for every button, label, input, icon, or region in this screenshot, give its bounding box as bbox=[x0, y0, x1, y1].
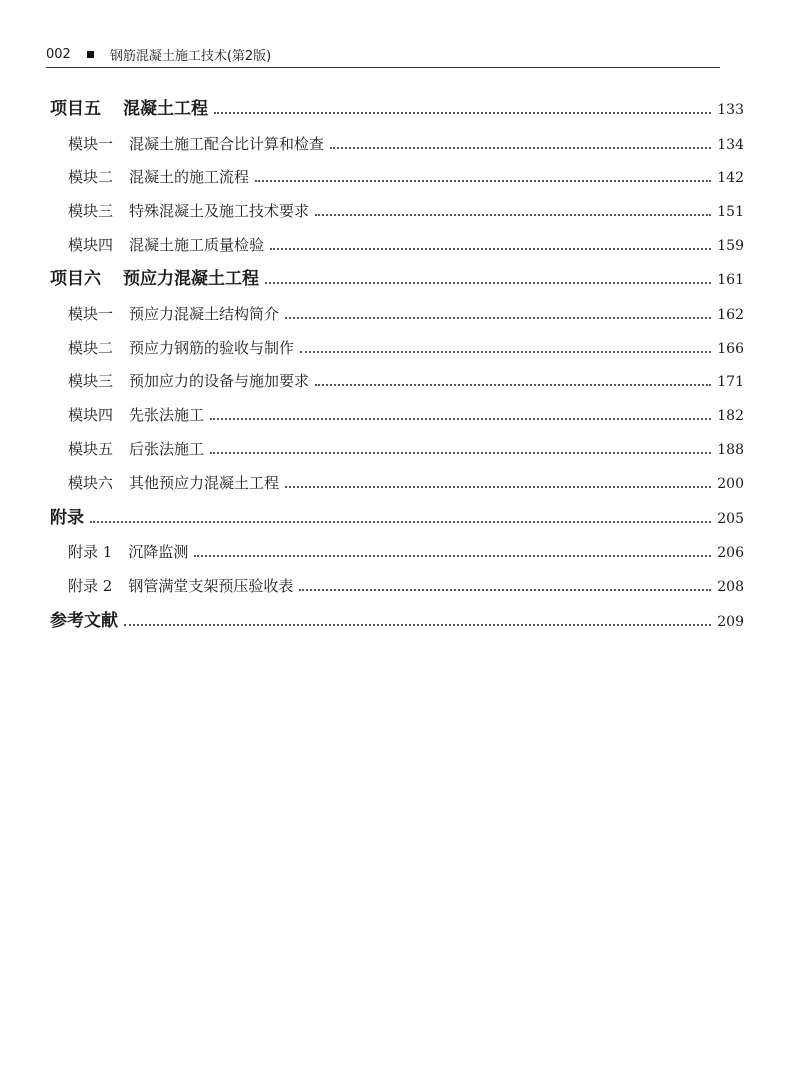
dot-leader bbox=[90, 521, 711, 523]
dot-leader bbox=[330, 147, 711, 149]
dot-leader bbox=[265, 282, 711, 284]
dot-leader bbox=[315, 384, 711, 386]
toc-entry-label: 参考文献 bbox=[50, 611, 118, 631]
toc-module-6-6[interactable] bbox=[68, 469, 744, 493]
toc-entry-label: 模块二 预应力钢筋的验收与制作 bbox=[68, 339, 295, 357]
header-book-title: 钢筋混凝土施工技术(第2版) bbox=[109, 48, 272, 64]
toc-page-number: 151 bbox=[717, 204, 744, 220]
dot-leader bbox=[255, 180, 711, 182]
dot-leader bbox=[300, 351, 711, 353]
toc-page-number: 206 bbox=[717, 545, 744, 561]
dot-leader bbox=[210, 418, 711, 420]
toc-entry-label: 项目六 预应力混凝土工程 bbox=[50, 269, 259, 289]
toc-entry-label: 模块四 混凝土施工质量检验 bbox=[68, 236, 265, 254]
toc-page-number: 205 bbox=[717, 511, 744, 527]
toc-page-number: 161 bbox=[717, 272, 744, 288]
toc-entry-label: 模块五 后张法施工 bbox=[68, 440, 205, 458]
toc-entry-label: 模块一 混凝土施工配合比计算和检查 bbox=[68, 135, 325, 153]
toc-page-number: 188 bbox=[717, 442, 744, 458]
toc-entry-label: 项目五 混凝土工程 bbox=[50, 99, 208, 119]
toc-page-number: 159 bbox=[717, 238, 744, 254]
dot-leader bbox=[285, 486, 711, 488]
header-page-number: 002 bbox=[46, 46, 71, 62]
toc-module-6-3[interactable] bbox=[68, 367, 744, 391]
toc-module-6-2[interactable] bbox=[68, 334, 744, 358]
toc-module-5-4[interactable] bbox=[68, 231, 744, 255]
toc-module-5-3[interactable] bbox=[68, 197, 744, 221]
toc-entry-label: 模块二 混凝土的施工流程 bbox=[68, 168, 250, 186]
toc-entry-label: 模块三 预加应力的设备与施加要求 bbox=[68, 372, 310, 390]
toc-page-number: 200 bbox=[717, 476, 744, 492]
header-square-bullet-icon bbox=[87, 51, 94, 58]
dot-leader bbox=[315, 214, 711, 216]
toc-references[interactable] bbox=[50, 607, 744, 631]
toc-page-number: 171 bbox=[717, 374, 744, 390]
toc-project-5[interactable] bbox=[50, 95, 744, 119]
header-rule bbox=[46, 67, 720, 68]
dot-leader bbox=[124, 624, 711, 626]
dot-leader bbox=[210, 452, 711, 454]
toc-entry-label: 附录 1 沉降监测 bbox=[68, 543, 189, 561]
toc-module-5-2[interactable] bbox=[68, 163, 744, 187]
dot-leader bbox=[194, 555, 711, 557]
toc-module-6-4[interactable] bbox=[68, 401, 744, 425]
toc-module-6-5[interactable] bbox=[68, 435, 744, 459]
dot-leader bbox=[214, 112, 711, 114]
toc-page-number: 133 bbox=[717, 102, 744, 118]
toc-project-6[interactable] bbox=[50, 265, 744, 289]
toc-entry-label: 模块三 特殊混凝土及施工技术要求 bbox=[68, 202, 310, 220]
toc-page-number: 134 bbox=[717, 137, 744, 153]
toc-page-number: 166 bbox=[717, 341, 744, 357]
toc-appendix[interactable] bbox=[50, 504, 744, 528]
toc-page-number: 182 bbox=[717, 408, 744, 424]
running-header bbox=[46, 42, 720, 66]
toc-page-number: 142 bbox=[717, 170, 744, 186]
toc-entry-label: 模块一 预应力混凝土结构简介 bbox=[68, 305, 280, 323]
toc-appendix-2[interactable] bbox=[68, 572, 744, 596]
dot-leader bbox=[270, 248, 711, 250]
toc-page-number: 208 bbox=[717, 579, 744, 595]
toc-module-6-1[interactable] bbox=[68, 300, 744, 324]
toc-appendix-1[interactable] bbox=[68, 538, 744, 562]
toc-entry-label: 附录 bbox=[50, 508, 84, 528]
toc-entry-label: 模块六 其他预应力混凝土工程 bbox=[68, 474, 280, 492]
dot-leader bbox=[299, 589, 711, 591]
toc-module-5-1[interactable] bbox=[68, 130, 744, 154]
toc-entry-label: 附录 2 钢管满堂支架预压验收表 bbox=[68, 577, 294, 595]
dot-leader bbox=[285, 317, 711, 319]
toc-entry-label: 模块四 先张法施工 bbox=[68, 406, 205, 424]
toc-page-number: 162 bbox=[717, 307, 744, 323]
toc-page-number: 209 bbox=[717, 614, 744, 630]
